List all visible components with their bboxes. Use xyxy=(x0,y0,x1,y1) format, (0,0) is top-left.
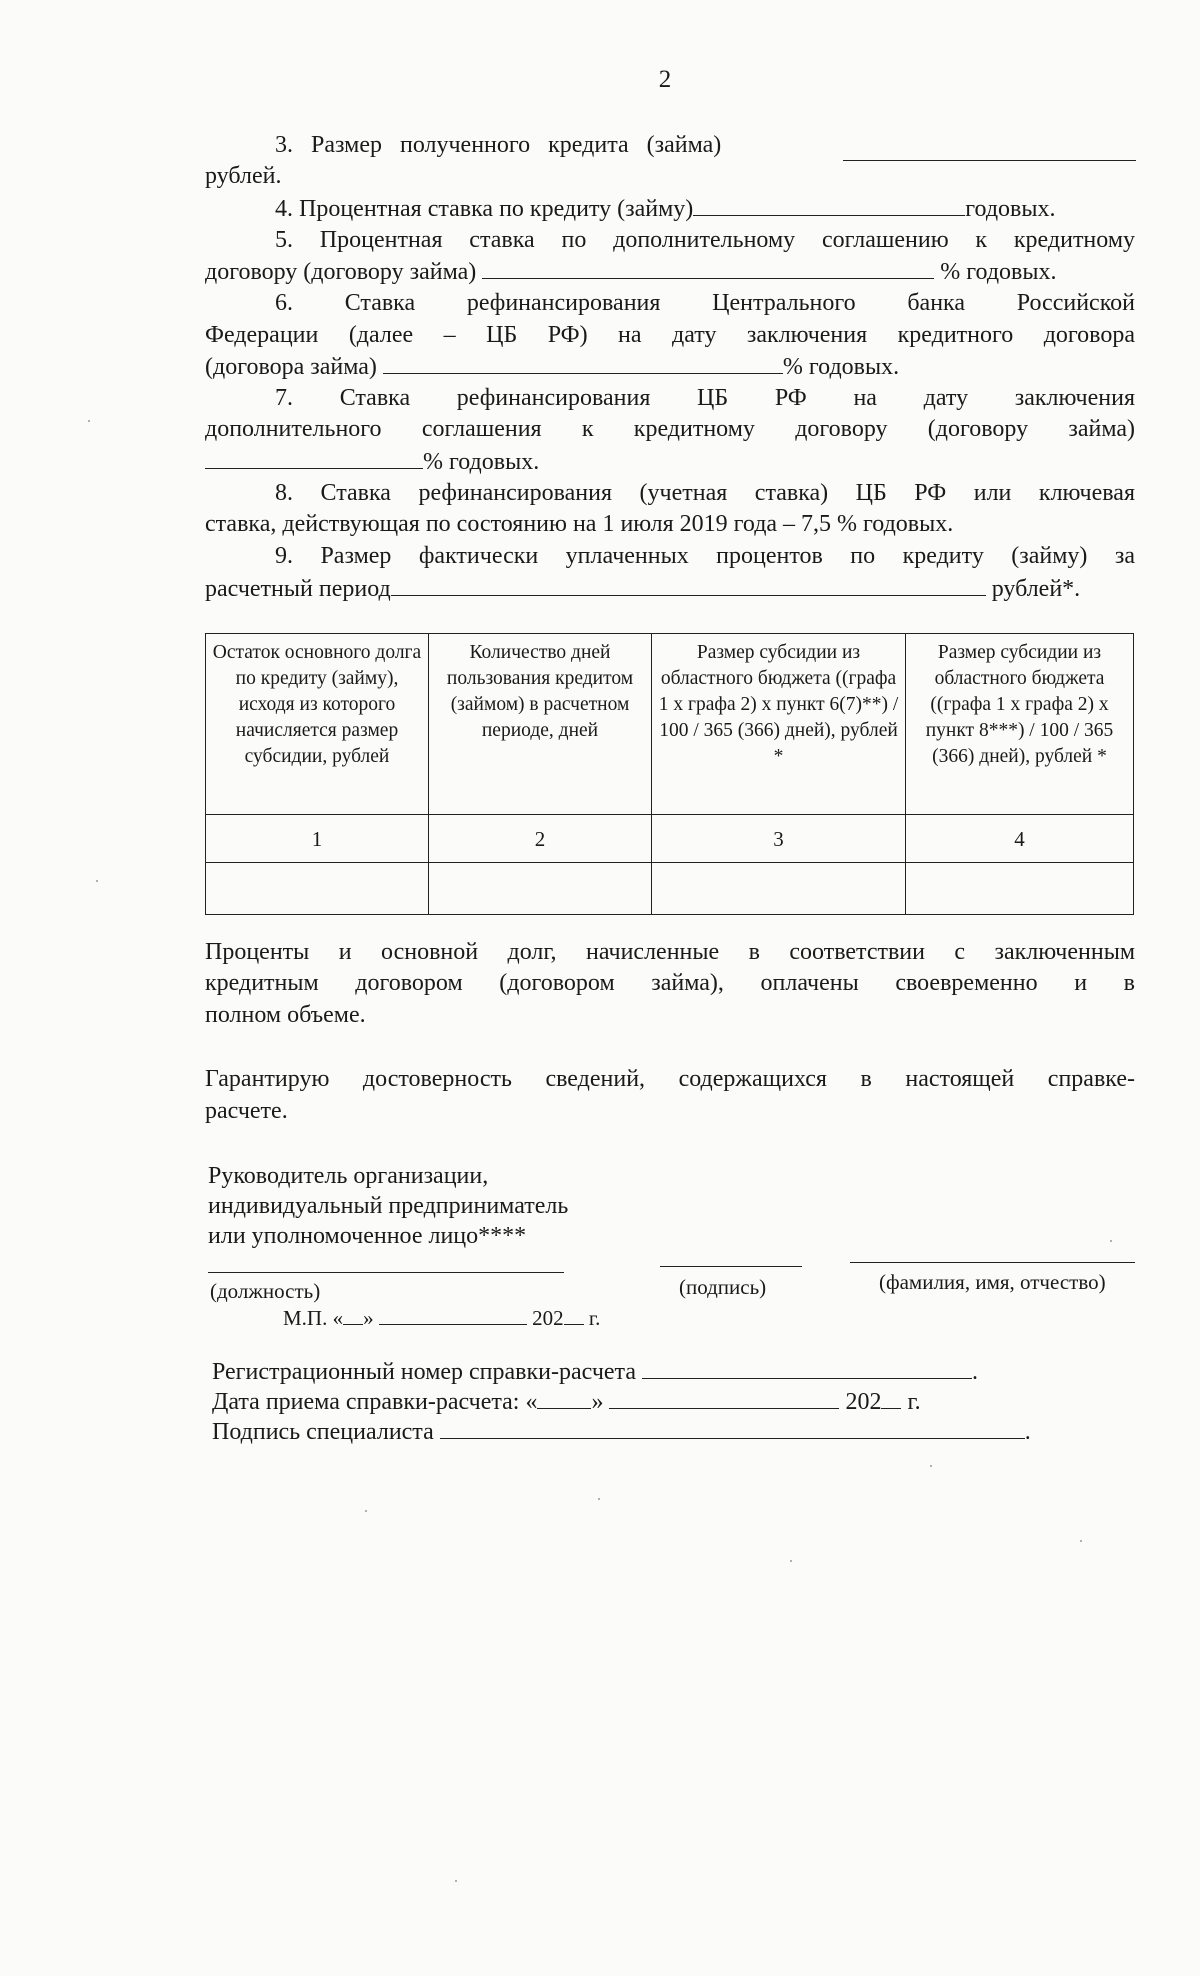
item-4-text: 4. Процентная ставка по кредиту (займу) xyxy=(275,196,694,222)
statement-2-line1: Гарантирую достоверность сведений, содержащихся в настоящей справке- xyxy=(205,1066,1135,1092)
table-cell xyxy=(429,863,652,915)
scan-speck xyxy=(365,1510,367,1512)
signature-caption: (подпись) xyxy=(679,1275,767,1299)
stamp-month-blank xyxy=(379,1308,527,1325)
fullname-line xyxy=(850,1262,1135,1263)
item-3 xyxy=(275,130,721,160)
acceptance-year-blank xyxy=(881,1386,901,1409)
table-cell xyxy=(906,863,1134,915)
position-caption: (должность) xyxy=(210,1279,321,1303)
item-6-line1: 6. Ставка рефинансирования Центрального банка Российской xyxy=(275,290,1135,316)
item-3-tail: рублей. xyxy=(205,163,282,189)
registration-number-blank xyxy=(642,1356,972,1379)
table-cell xyxy=(206,863,429,915)
acceptance-date-line xyxy=(212,1386,921,1417)
scan-speck xyxy=(96,880,98,882)
scan-speck xyxy=(1110,1240,1112,1242)
stamp-date-line xyxy=(283,1303,600,1333)
table-number-cell: 2 xyxy=(429,815,652,863)
signatory-line2: индивидуальный предприниматель xyxy=(208,1193,569,1219)
statement-2-line2: расчете. xyxy=(205,1098,288,1124)
acceptance-date-label: Дата приема справки-расчета: « xyxy=(212,1389,538,1415)
scan-speck xyxy=(88,420,90,422)
acceptance-suffix: г. xyxy=(907,1389,921,1415)
item-9-line1: 9. Размер фактически уплаченных процентов по кредиту (займу) за xyxy=(275,543,1135,569)
item-5-blank xyxy=(482,256,934,279)
table-header-cell: Количество дней пользования кредитом (займом) в расчетном периоде, дней xyxy=(429,634,652,815)
item-5-suffix: % годовых. xyxy=(940,259,1057,285)
acceptance-day-blank xyxy=(537,1386,591,1409)
statement-1-line2: кредитным договором (договором займа), оплачены своевременно и в xyxy=(205,970,1135,996)
item-7-suffix: % годовых. xyxy=(423,449,540,475)
item-4 xyxy=(275,193,1135,224)
table-header-cell: Размер субсидии из областного бюджета ((графа 1 x графа 2) x пункт 6(7)**) / 100 / 365 (366) дней), рублей * xyxy=(652,634,906,815)
statement-1-line1: Проценты и основной долг, начисленные в соответствии с заключенным xyxy=(205,939,1135,965)
item-5-text: договору (договору займа) xyxy=(205,259,477,285)
registration-number-end: . xyxy=(971,1359,978,1385)
subsidy-table xyxy=(205,633,1134,915)
item-8-line1: 8. Ставка рефинансирования (учетная ставка) ЦБ РФ или ключевая xyxy=(275,480,1135,506)
stamp-label: М.П. « xyxy=(283,1306,344,1330)
signatory-line3: или уполномоченное лицо**** xyxy=(208,1223,527,1249)
specialist-blank xyxy=(440,1416,1025,1439)
signatory-line1: Руководитель организации, xyxy=(208,1163,489,1189)
item-5-line2 xyxy=(205,256,1135,287)
table-header-cell: Размер субсидии из областного бюджета ((графа 1 x графа 2) x пункт 8***) / 100 / 365 (366) дней), рублей * xyxy=(906,634,1134,815)
stamp-year-blank xyxy=(564,1308,584,1325)
stamp-year: 202 xyxy=(532,1306,564,1330)
item-3-blank xyxy=(843,138,1136,161)
item-9-line2 xyxy=(205,573,1135,604)
specialist-end: . xyxy=(1024,1419,1031,1445)
table-number-cell: 4 xyxy=(906,815,1134,863)
specialist-signature-line xyxy=(212,1416,1031,1447)
item-9-suffix: рублей*. xyxy=(991,576,1081,602)
statement-1-line3: полном объеме. xyxy=(205,1002,366,1028)
fullname-caption: (фамилия, имя, отчество) xyxy=(879,1270,1106,1294)
signature-line xyxy=(660,1266,802,1267)
table-empty-row xyxy=(206,863,1134,915)
acceptance-year: 202 xyxy=(845,1389,882,1415)
stamp-day-blank xyxy=(343,1308,363,1325)
item-7-blank xyxy=(205,446,423,469)
item-5-line1: 5. Процентная ставка по дополнительному соглашению к кредитному xyxy=(275,227,1135,253)
scan-speck xyxy=(598,1498,600,1500)
item-9-blank xyxy=(391,573,986,596)
table-number-cell: 1 xyxy=(206,815,429,863)
item-9-text: расчетный период xyxy=(205,576,391,602)
specialist-label: Подпись специалиста xyxy=(212,1419,434,1445)
scan-speck xyxy=(455,1880,457,1882)
table-cell xyxy=(652,863,906,915)
scan-speck xyxy=(930,1465,932,1467)
stamp-quote: » xyxy=(363,1306,374,1330)
table-number-row xyxy=(206,815,1134,863)
item-7-line3 xyxy=(205,446,539,477)
item-6-line3 xyxy=(205,351,899,382)
item-6-blank xyxy=(383,351,783,374)
acceptance-month-blank xyxy=(609,1386,839,1409)
table-header-cell: Остаток основного долга по кредиту (займу), исходя из которого начисляется размер субсидии, рублей xyxy=(206,634,429,815)
scan-speck xyxy=(1080,1540,1082,1542)
item-4-blank xyxy=(693,193,965,216)
position-line xyxy=(208,1272,564,1273)
item-8-line2: ставка, действующая по состоянию на 1 июля 2019 года – 7,5 % годовых. xyxy=(205,511,954,537)
registration-number-line xyxy=(212,1356,978,1387)
item-6-text: (договора займа) xyxy=(205,354,377,380)
table-number-cell: 3 xyxy=(652,815,906,863)
scan-speck xyxy=(790,1560,792,1562)
item-7-line2: дополнительного соглашения к кредитному договору (договору займа) xyxy=(205,416,1135,442)
item-6-suffix: % годовых. xyxy=(782,354,900,380)
item-7-line1: 7. Ставка рефинансирования ЦБ РФ на дату заключения xyxy=(275,385,1135,411)
page-number: 2 xyxy=(658,66,672,93)
registration-number-label: Регистрационный номер справки-расчета xyxy=(212,1359,636,1385)
table-header-row xyxy=(206,634,1134,815)
acceptance-quote: » xyxy=(591,1389,604,1415)
item-6-line2: Федерации (далее – ЦБ РФ) на дату заключения кредитного договора xyxy=(205,322,1135,348)
item-4-suffix: годовых. xyxy=(965,196,1056,222)
stamp-suffix: г. xyxy=(588,1306,601,1330)
item-3-text: 3. Размер полученного кредита (займа) xyxy=(275,132,722,158)
